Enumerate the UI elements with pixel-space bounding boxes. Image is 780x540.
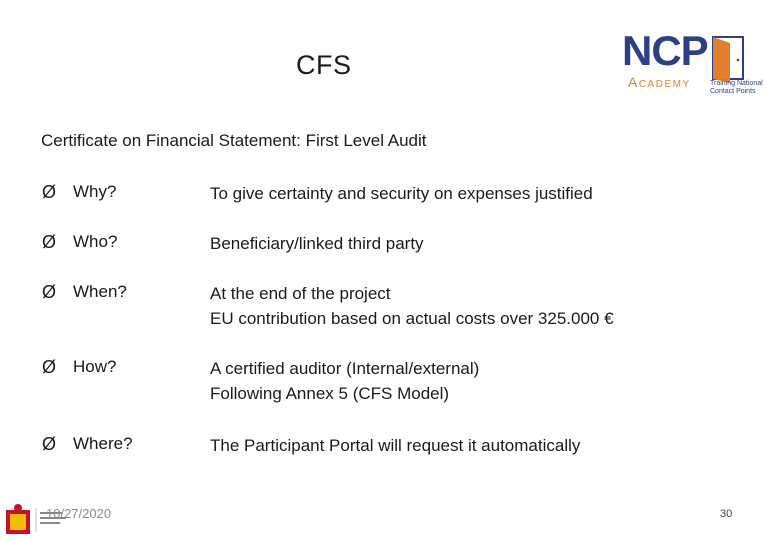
bullet-label: Where?: [73, 434, 133, 453]
bullet-value: [210, 356, 479, 406]
slide-subtitle: Certificate on Financial Statement: First Level Audit: [41, 131, 427, 150]
door-icon: [710, 34, 750, 86]
bullet-value-line: To give certainty and security on expenses justified: [210, 184, 593, 203]
arrow-bullet-icon: Ø: [42, 232, 57, 252]
arrow-bullet-icon: Ø: [42, 282, 57, 302]
slide-title: CFS: [296, 50, 352, 80]
arrow-bullet-icon: Ø: [42, 434, 57, 454]
bullet-value-line: A certified auditor (Internal/external): [210, 359, 480, 378]
footer-date: 10/27/2020: [46, 506, 112, 521]
logo-tagline: Training National Contact Points: [710, 80, 763, 95]
bullet-value: [210, 231, 424, 256]
arrow-bullet-icon: Ø: [42, 182, 57, 202]
bullet-label: When?: [73, 282, 127, 301]
logo-ncp-text: NCP: [622, 27, 708, 74]
bullet-label: Who?: [73, 232, 118, 251]
ncp-academy-logo: [622, 27, 768, 102]
logo-academy-text: Academy: [628, 74, 691, 90]
bullet-value: [210, 281, 614, 331]
arrow-bullet-icon: Ø: [42, 357, 57, 377]
bullet-value: [210, 433, 580, 458]
bullet-value-line: At the end of the project: [210, 284, 391, 303]
bullet-label: How?: [73, 357, 117, 376]
page-number: 30: [720, 508, 733, 520]
bullet-value-line: EU contribution based on actual costs over 325.000 €: [210, 309, 614, 328]
bullet-value-line: Beneficiary/linked third party: [210, 234, 424, 253]
bullet-value-line: The Participant Portal will request it automatically: [210, 436, 581, 455]
bullet-value-line: Following Annex 5 (CFS Model): [210, 384, 450, 403]
bullet-value: [210, 181, 593, 206]
bullet-label: Why?: [73, 182, 117, 201]
